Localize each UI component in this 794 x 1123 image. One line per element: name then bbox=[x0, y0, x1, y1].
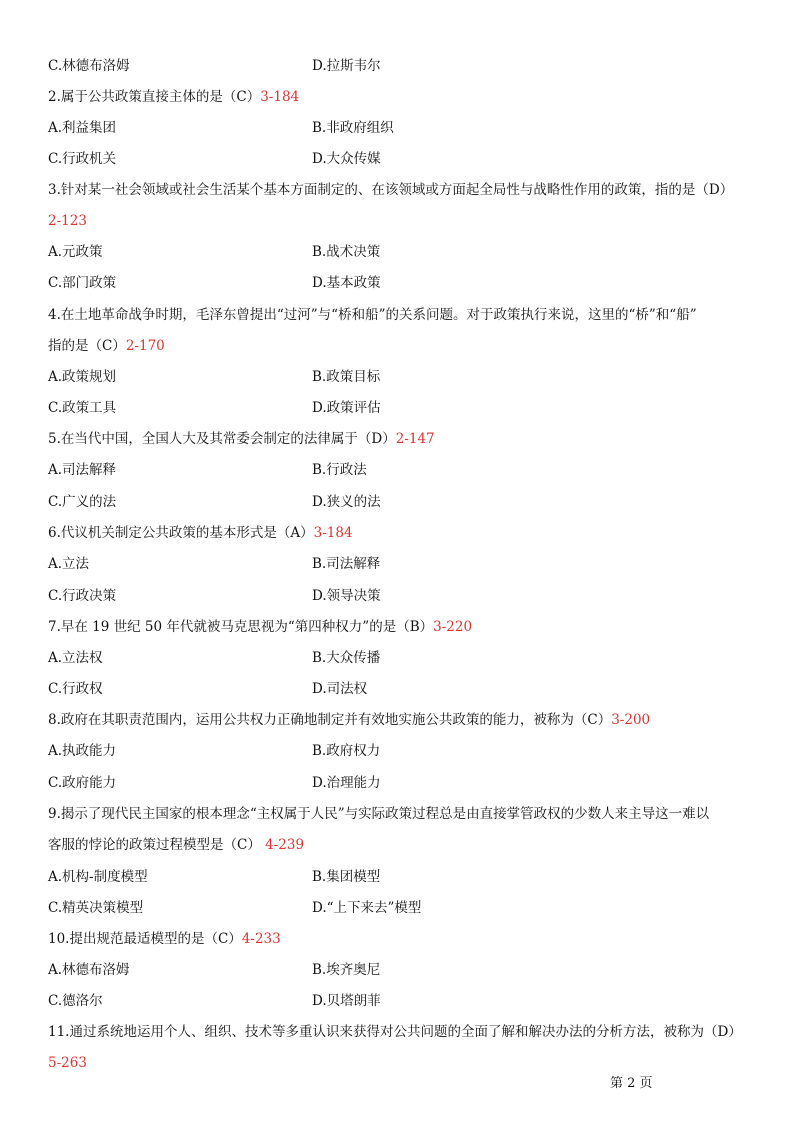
option-row bbox=[48, 959, 748, 981]
question-text: 11.通过系统地运用个人、组织、技术等多重认识来获得对公共问题的全面了解和解决办法的分析方法，被称为（D） bbox=[48, 1024, 742, 1040]
option-c: C.政策工具 bbox=[48, 400, 117, 416]
option-a: A.机构-制度模型 bbox=[48, 869, 148, 885]
option-d: D.司法权 bbox=[312, 681, 368, 697]
question-5 bbox=[48, 428, 748, 450]
option-b: B.司法解释 bbox=[312, 556, 381, 572]
option-row bbox=[48, 897, 748, 919]
option-row bbox=[48, 772, 748, 794]
question-3 bbox=[48, 179, 748, 201]
option-c: C.行政权 bbox=[48, 681, 103, 697]
page-number: 第 2 页 bbox=[610, 1076, 653, 1091]
question-11 bbox=[48, 1021, 748, 1043]
question-6 bbox=[48, 522, 748, 544]
page-reference: 4-239 bbox=[260, 837, 305, 853]
option-c: C.行政机关 bbox=[48, 151, 117, 167]
question-8 bbox=[48, 709, 748, 731]
option-b: B.行政法 bbox=[312, 462, 367, 478]
page-reference: 2-147 bbox=[395, 431, 435, 447]
question-3-cont bbox=[48, 210, 748, 232]
option-d: D.基本政策 bbox=[312, 275, 381, 291]
question-9 bbox=[48, 803, 748, 825]
option-b: B.非政府组织 bbox=[312, 120, 394, 136]
question-4-cont bbox=[48, 335, 748, 357]
option-row bbox=[48, 117, 748, 139]
option-a: A.立法权 bbox=[48, 650, 103, 666]
question-10 bbox=[48, 928, 748, 950]
question-4 bbox=[48, 304, 748, 326]
page-reference: 3-184 bbox=[260, 89, 300, 105]
option-row bbox=[48, 866, 748, 888]
option-row bbox=[48, 585, 748, 607]
option-c: C.德洛尔 bbox=[48, 993, 103, 1009]
option-b: B.埃齐奥尼 bbox=[312, 962, 381, 978]
option-row bbox=[48, 366, 748, 388]
option-row bbox=[48, 148, 748, 170]
option-c: C.林德布洛姆 bbox=[48, 58, 130, 74]
option-a: A.司法解释 bbox=[48, 462, 117, 478]
question-text: 3.针对某一社会领域或社会生活某个基本方面制定的、在该领域或方面起全局性与战略性作用的政策，指的是（D） bbox=[48, 182, 734, 198]
option-a: A.立法 bbox=[48, 556, 90, 572]
option-row bbox=[48, 553, 748, 575]
option-b: B.政策目标 bbox=[312, 369, 381, 385]
question-text: 6.代议机关制定公共政策的基本形式是（A） bbox=[48, 525, 314, 541]
question-text: 4.在土地革命战争时期，毛泽东曾提出“过河”与“桥和船”的关系问题。对于政策执行来说，这里的“桥”和“船” bbox=[48, 307, 697, 323]
option-d: D.领导决策 bbox=[312, 588, 381, 604]
option-row bbox=[48, 55, 748, 77]
option-d: D.狭义的法 bbox=[312, 494, 381, 510]
question-text-cont: 指的是（C） bbox=[48, 338, 126, 354]
page-reference: 2-123 bbox=[48, 213, 87, 229]
page-reference: 3-200 bbox=[611, 712, 651, 728]
option-b: B.政府权力 bbox=[312, 743, 381, 759]
question-text: 9.揭示了现代民主国家的根本理念“主权属于人民”与实际政策过程总是由直接掌管政权的少数人来主导这一难以 bbox=[48, 806, 710, 822]
option-a: A.元政策 bbox=[48, 244, 103, 260]
page-reference: 2-170 bbox=[125, 338, 165, 354]
option-d: D.政策评估 bbox=[312, 400, 381, 416]
option-a: A.林德布洛姆 bbox=[48, 962, 130, 978]
option-c: C.广义的法 bbox=[48, 494, 117, 510]
option-b: B.大众传播 bbox=[312, 650, 381, 666]
option-d: D.拉斯韦尔 bbox=[312, 58, 381, 74]
page-reference: 3-184 bbox=[313, 525, 353, 541]
question-text-cont: 客服的悖论的政策过程模型是（C） bbox=[48, 837, 261, 853]
option-c: C.行政决策 bbox=[48, 588, 117, 604]
option-d: D.大众传媒 bbox=[312, 151, 381, 167]
question-text: 5.在当代中国，全国人大及其常委会制定的法律属于（D） bbox=[48, 431, 396, 447]
option-row bbox=[48, 459, 748, 481]
question-11-cont bbox=[48, 1052, 748, 1074]
option-row bbox=[48, 647, 748, 669]
option-a: A.利益集团 bbox=[48, 120, 117, 136]
option-a: A.政策规划 bbox=[48, 369, 117, 385]
question-text: 2.属于公共政策直接主体的是（C） bbox=[48, 89, 261, 105]
question-text: 7.早在 19 世纪 50 年代就被马克思视为“第四种权力”的是（B） bbox=[48, 619, 434, 635]
option-b: B.集团模型 bbox=[312, 869, 381, 885]
option-row bbox=[48, 491, 748, 513]
question-2 bbox=[48, 86, 748, 108]
page-reference: 3-220 bbox=[433, 619, 473, 635]
option-row bbox=[48, 990, 748, 1012]
page-reference: 5-263 bbox=[48, 1055, 87, 1071]
option-b: B.战术决策 bbox=[312, 244, 381, 260]
question-text: 10.提出规范最适模型的是（C） bbox=[48, 931, 242, 947]
question-9-cont bbox=[48, 834, 748, 856]
option-d: D.贝塔朗菲 bbox=[312, 993, 381, 1009]
option-c: C.政府能力 bbox=[48, 775, 117, 791]
option-d: D.治理能力 bbox=[312, 775, 381, 791]
option-row bbox=[48, 397, 748, 419]
option-c: C.部门政策 bbox=[48, 275, 117, 291]
option-row bbox=[48, 678, 748, 700]
question-7 bbox=[48, 616, 748, 638]
question-text: 8.政府在其职责范围内，运用公共权力正确地制定并有效地实施公共政策的能力，被称为（C） bbox=[48, 712, 612, 728]
option-d: D.“上下来去”模型 bbox=[312, 900, 422, 916]
option-row bbox=[48, 740, 748, 762]
option-c: C.精英决策模型 bbox=[48, 900, 144, 916]
page-reference: 4-233 bbox=[241, 931, 281, 947]
option-row bbox=[48, 272, 748, 294]
option-a: A.执政能力 bbox=[48, 743, 117, 759]
option-row bbox=[48, 241, 748, 263]
